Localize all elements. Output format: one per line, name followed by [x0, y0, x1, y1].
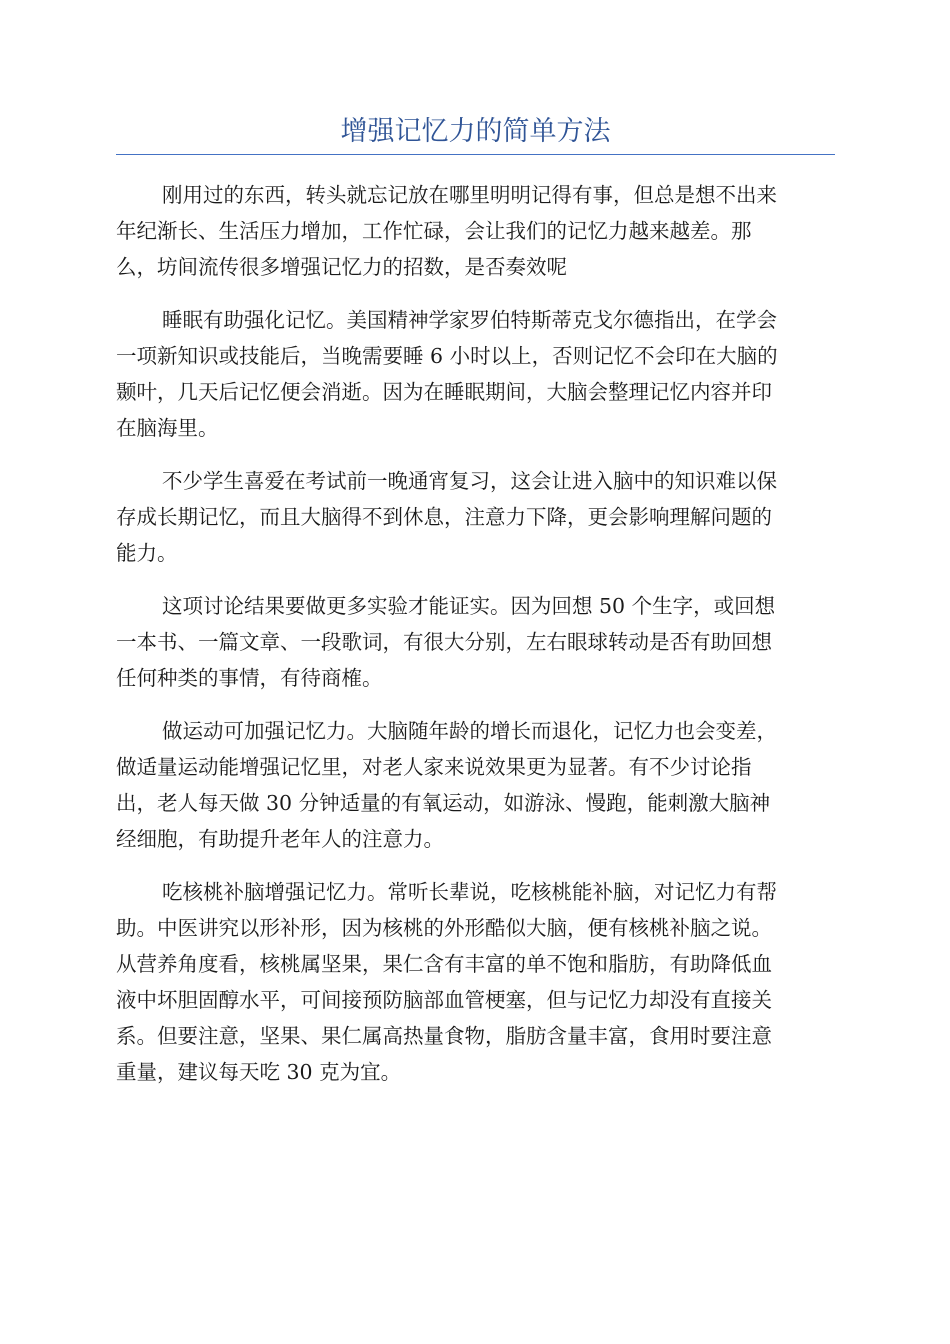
- paragraph-line: 颞叶，几天后记忆便会消逝。因为在睡眠期间，大脑会整理记忆内容并印: [116, 380, 772, 404]
- paragraph-line: 不少学生喜爱在考试前一晚通宵复习，这会让进入脑中的知识难以保: [162, 469, 777, 493]
- title-underline: [116, 154, 835, 155]
- paragraph-line: 从营养角度看，核桃属坚果，果仁含有丰富的单不饱和脂肪，有助降低血: [116, 952, 772, 976]
- paragraph-line: 一本书、一篇文章、一段歌词，有很大分别，左右眼球转动是否有助回想: [116, 630, 772, 654]
- paragraph-line: 系。但要注意，坚果、果仁属高热量食物，脂肪含量丰富，食用时要注意: [116, 1024, 772, 1048]
- paragraph-line: 睡眠有助强化记忆。美国精神学家罗伯特斯蒂克戈尔德指出，在学会: [162, 308, 777, 332]
- document-body: [116, 177, 835, 1107]
- paragraph-line: 液中坏胆固醇水平，可间接预防脑部血管梗塞，但与记忆力却没有直接关: [116, 988, 772, 1012]
- paragraph-line: 出，老人每天做 30 分钟适量的有氧运动，如游泳、慢跑，能刺激大脑神: [116, 791, 771, 815]
- paragraph-line: 能力。: [116, 541, 178, 565]
- paragraph-line: 存成长期记忆，而且大脑得不到休息，注意力下降，更会影响理解问题的: [116, 505, 772, 529]
- paragraph-4: [116, 588, 835, 696]
- paragraph-line: 吃核桃补脑增强记忆力。常听长辈说，吃核桃能补脑，对记忆力有帮: [162, 880, 777, 904]
- paragraph-line: 重量，建议每天吃 30 克为宜。: [116, 1060, 402, 1084]
- paragraph-line: 么，坊间流传很多增强记忆力的招数，是否奏效呢: [116, 255, 567, 279]
- paragraph-5: [116, 713, 835, 857]
- paragraph-line: 任何种类的事情，有待商榷。: [116, 666, 383, 690]
- paragraph-line: 在脑海里。: [116, 416, 219, 440]
- title-block: [116, 112, 835, 155]
- paragraph-line: 刚用过的东西，转头就忘记放在哪里明明记得有事，但总是想不出来: [162, 183, 777, 207]
- paragraph-1: [116, 177, 835, 285]
- paragraph-line: 经细胞，有助提升老年人的注意力。: [116, 827, 444, 851]
- paragraph-2: [116, 302, 835, 446]
- paragraph-line: 做适量运动能增强记忆里，对老人家来说效果更为显著。有不少讨论指: [116, 755, 752, 779]
- paragraph-line: 年纪渐长、生活压力增加，工作忙碌，会让我们的记忆力越来越差。那: [116, 219, 752, 243]
- paragraph-line: 做运动可加强记忆力。大脑随年龄的增长而退化，记忆力也会变差，: [162, 719, 777, 743]
- paragraph-line: 一项新知识或技能后，当晚需要睡 6 小时以上，否则记忆不会印在大脑的: [116, 344, 778, 368]
- document-title: 增强记忆力的简单方法: [340, 116, 611, 147]
- paragraph-3: [116, 463, 835, 571]
- paragraph-line: 这项讨论结果要做更多实验才能证实。因为回想 50 个生字，或回想: [162, 594, 776, 618]
- paragraph-line: 助。中医讲究以形补形，因为核桃的外形酷似大脑，便有核桃补脑之说。: [116, 916, 772, 940]
- paragraph-6: [116, 874, 835, 1090]
